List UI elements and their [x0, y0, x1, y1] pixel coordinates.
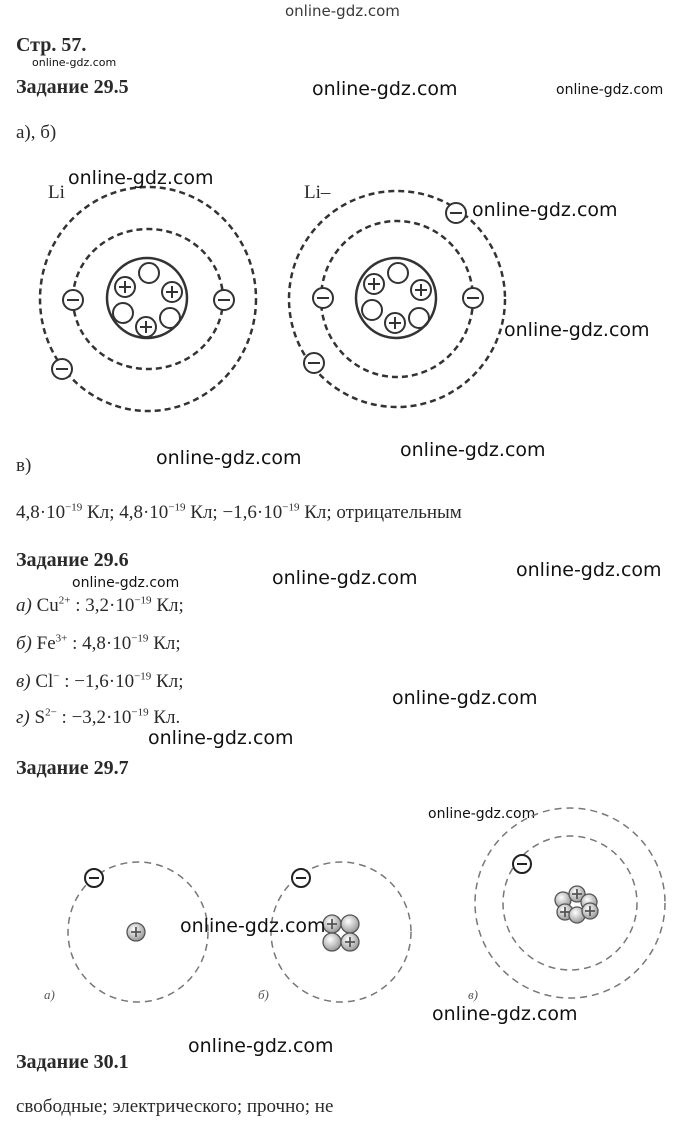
- exponent: −19: [134, 670, 152, 683]
- watermark: online-gdz.com: [312, 78, 458, 100]
- ion-charge-item: [16, 633, 181, 655]
- watermark: online-gdz.com: [156, 447, 302, 469]
- proton: [385, 313, 405, 333]
- watermark: online-gdz.com: [428, 806, 536, 822]
- neutron: [409, 308, 429, 328]
- task-29-7-title: Задание 29.7: [16, 757, 129, 779]
- neutron: [362, 300, 382, 320]
- exponent: −19: [134, 594, 152, 607]
- neutron: [113, 303, 133, 323]
- item-letter: б): [16, 633, 32, 654]
- proton: [364, 274, 384, 294]
- atom-label-li-ion: Li–: [304, 182, 331, 203]
- unit: Кл;: [185, 502, 223, 523]
- exponent: −19: [282, 501, 300, 514]
- charge-value: : −1,6·10: [59, 671, 135, 692]
- watermark: online-gdz.com: [148, 727, 294, 749]
- task-29-5-part-v: в): [16, 455, 32, 476]
- ion-symbol: S: [34, 707, 46, 728]
- exponent: −19: [168, 501, 186, 514]
- page-label: Стр. 57.: [16, 34, 87, 56]
- unit: Кл;: [82, 502, 120, 523]
- task-30-1-answer: свободные; электрического; прочно; не: [16, 1096, 334, 1117]
- task-30-1-title: Задание 30.1: [16, 1051, 129, 1073]
- item-letter: в): [16, 671, 31, 692]
- watermark: online-gdz.com: [432, 1003, 578, 1025]
- watermark: online-gdz.com: [472, 199, 618, 221]
- item-letter: а): [16, 595, 32, 616]
- ion-charge: 2+: [58, 594, 71, 607]
- neutron: [323, 933, 341, 951]
- unit: Кл;: [151, 671, 184, 692]
- electron: [52, 359, 72, 379]
- neutron: [388, 263, 408, 283]
- electron: [513, 855, 531, 873]
- watermark: online-gdz.com: [504, 319, 650, 341]
- charge-value: : −3,2·10: [56, 707, 132, 728]
- task-29-5-answer: [16, 502, 462, 524]
- charge-value: : 4,8·10: [67, 633, 132, 654]
- li-ion-inner-shell: [321, 221, 473, 377]
- ion-charge: 2−: [45, 706, 57, 719]
- neutron: [139, 263, 159, 283]
- electron: [304, 353, 324, 373]
- watermark: online-gdz.com: [32, 56, 117, 69]
- unit: Кл;: [151, 595, 184, 616]
- electron: [85, 869, 103, 887]
- ion-symbol: Cu: [36, 595, 59, 616]
- exponent: −19: [65, 501, 83, 514]
- unit: Кл;: [148, 633, 181, 654]
- task-29-5-title: Задание 29.5: [16, 76, 129, 98]
- ion-charge: 3+: [55, 632, 68, 645]
- atom-models-diagram: [0, 795, 692, 1035]
- ion-symbol: Cl: [35, 671, 54, 692]
- proton: [127, 923, 145, 941]
- neutron: [341, 915, 359, 933]
- watermark: online-gdz.com: [72, 575, 180, 591]
- watermark: online-gdz.com: [180, 915, 326, 937]
- watermark: online-gdz.com: [272, 567, 418, 589]
- unit: Кл; отрицательным: [299, 502, 462, 523]
- exponent: −19: [131, 706, 149, 719]
- proton: [162, 282, 182, 302]
- electron: [446, 203, 466, 223]
- electron: [463, 288, 483, 308]
- ion-charge: −: [53, 670, 60, 683]
- exponent: −19: [131, 632, 149, 645]
- watermark: online-gdz.com: [516, 559, 662, 581]
- proton: [341, 933, 359, 951]
- proton: [136, 317, 156, 337]
- site-header-watermark: online-gdz.com: [285, 2, 400, 20]
- ion-charge-item: [16, 595, 184, 617]
- proton: [115, 277, 135, 297]
- watermark: online-gdz.com: [400, 439, 546, 461]
- charge-value: : 3,2·10: [70, 595, 135, 616]
- watermark: online-gdz.com: [556, 82, 664, 98]
- ion-charge-item: [16, 707, 180, 729]
- watermark: online-gdz.com: [392, 687, 538, 709]
- electron: [292, 869, 310, 887]
- ion-charge-item: [16, 671, 183, 693]
- proton: [582, 903, 598, 919]
- model-label-a: а): [44, 987, 55, 1002]
- proton: [323, 915, 341, 933]
- atom-label-li: Li: [48, 182, 65, 203]
- unit: Кл.: [148, 707, 181, 728]
- task-29-6-title: Задание 29.6: [16, 549, 129, 571]
- charge-value: 4,8·10: [16, 502, 66, 523]
- li-inner-shell: [73, 229, 223, 369]
- electron: [313, 288, 333, 308]
- charge-value: 4,8·10: [119, 502, 169, 523]
- electron: [63, 290, 83, 310]
- proton: [411, 280, 431, 300]
- model-label-v: в): [468, 987, 478, 1002]
- watermark: online-gdz.com: [188, 1035, 334, 1057]
- model-label-b: б): [258, 987, 269, 1002]
- item-letter: г): [16, 707, 30, 728]
- charge-value: −1,6·10: [222, 502, 283, 523]
- watermark: online-gdz.com: [68, 167, 214, 189]
- ion-symbol: Fe: [36, 633, 56, 654]
- electron: [214, 290, 234, 310]
- task-29-5-part-ab: а), б): [16, 122, 57, 143]
- neutron: [160, 308, 180, 328]
